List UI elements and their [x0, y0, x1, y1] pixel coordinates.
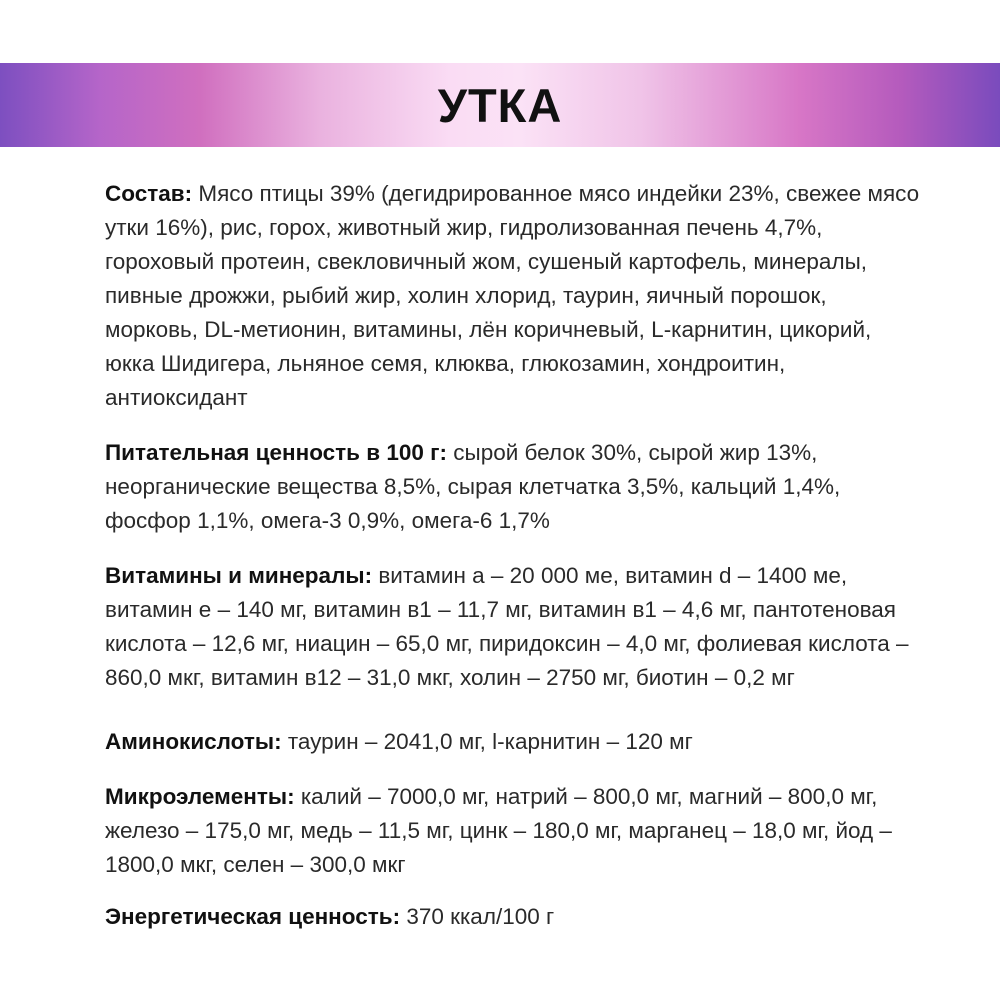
amino-section: [105, 725, 925, 759]
amino-label: Аминокислоты:: [105, 729, 282, 754]
amino-text: таурин – 2041,0 мг, l-карнитин – 120 мг: [281, 729, 693, 754]
header-banner: [0, 63, 1000, 147]
nutrition-section: [105, 436, 925, 538]
micro-section: [105, 780, 925, 882]
vitamins-text: витамин а – 20 000 ме, витамин d – 1400 ме, витамин е – 140 мг, витамин в1 – 11,7 мг, витамин в1 – 4,6 мг, пантотеновая кислота – 12,6 мг, ниацин – 65,0 мг, пиридоксин – 4,0 мг, фолиевая кислота – 860,0 мкг, витамин в12 – 31,0 мкг, холин – 2750 мг, биотин – 0,2 мг: [105, 563, 909, 690]
energy-label: Энергетическая ценность:: [105, 904, 401, 929]
micro-label: Микроэлементы:: [105, 784, 295, 809]
energy-section: [105, 900, 925, 934]
composition-label: Состав:: [105, 181, 193, 206]
energy-text: 370 ккал/100 г: [400, 904, 555, 929]
composition-section: [105, 177, 925, 415]
vitamins-label: Витамины и минералы:: [105, 563, 373, 588]
vitamins-section: [105, 559, 925, 695]
composition-text: Мясо птицы 39% (дегидрированное мясо индейки 23%, свежее мясо утки 16%), рис, горох, животный жир, гидролизованная печень 4,7%, гороховый протеин, свекловичный жом, сушеный картофель, минералы, пивные дрожжи, рыбий жир, холин хлорид, таурин, яичный порошок, морковь, DL-метионин, витамины, лён коричневый, L-карнитин, цикорий, юкка Шидигера, льняное семя, клюква, глюкозамин, хондроитин, антиоксидант: [105, 181, 920, 410]
nutrition-label: Питательная ценность в 100 г:: [105, 440, 448, 465]
nutrition-text: сырой белок 30%, сырой жир 13%, неорганические вещества 8,5%, сырая клетчатка 3,5%, кальций 1,4%, фосфор 1,1%, омега-3 0,9%, омега-6 1,7%: [105, 440, 841, 533]
page-title: УТКА: [437, 78, 563, 132]
micro-text: калий – 7000,0 мг, натрий – 800,0 мг, магний – 800,0 мг, железо – 175,0 мг, медь – 11,5 мг, цинк – 180,0 мг, марганец – 18,0 мг, йод – 1800,0 мкг, селен – 300,0 мкг: [105, 784, 892, 877]
product-info: [105, 177, 925, 934]
